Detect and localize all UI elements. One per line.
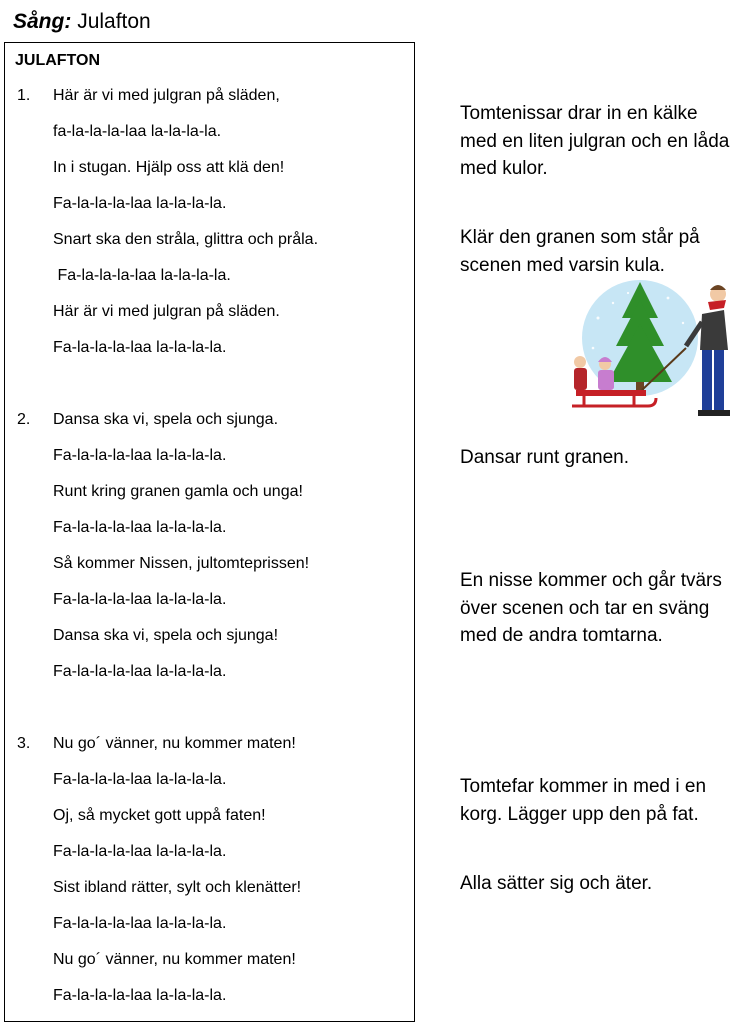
lyric-line: Dansa ska vi, spela och sjunga. (53, 411, 279, 428)
lyric-line: Sist ibland rätter, sylt och klenätter! (53, 879, 302, 896)
lyric-line: Fa-la-la-la-laa la-la-la-la. (53, 447, 227, 464)
lyric-line: Fa-la-la-la-laa la-la-la-la. (53, 915, 227, 932)
verse-number: 1. (17, 87, 31, 104)
stage-note: Tomtenissar drar in en kälke med en liten julgran och en låda med kulor. (460, 103, 730, 179)
lyric-line: Här är vi med julgran på släden, (53, 87, 280, 104)
verse-number: 3. (17, 735, 31, 752)
song-label: Sång: (13, 10, 72, 33)
stage-note: Klär den granen som står på scenen med varsin kula. (460, 227, 700, 276)
song-header (13, 9, 151, 35)
lyric-line: Fa-la-la-la-laa la-la-la-la. (53, 663, 227, 680)
verse-number: 2. (17, 411, 31, 428)
lyric-line: Här är vi med julgran på släden. (53, 303, 280, 320)
song-title: Julafton (77, 10, 151, 33)
lyric-line: Fa-la-la-la-laa la-la-la-la. (53, 339, 227, 356)
lyrics-title: JULAFTON (15, 52, 101, 69)
lyric-line: Fa-la-la-la-laa la-la-la-la. (53, 771, 227, 788)
lyric-line: Fa-la-la-la-laa la-la-la-la. (53, 987, 227, 1004)
lyric-line: fa-la-la-la-laa la-la-la-la. (53, 123, 222, 140)
lyric-line: Snart ska den stråla, glittra och pråla. (53, 231, 319, 248)
stage-note: Alla sätter sig och äter. (460, 873, 653, 894)
sled-icon (572, 390, 656, 406)
lyric-line: Nu go´ vänner, nu kommer maten! (53, 951, 296, 968)
lyric-line: Fa-la-la-la-laa la-la-la-la. (53, 519, 227, 536)
lyric-line: Runt kring granen gamla och unga! (53, 483, 303, 500)
lyric-line: Fa-la-la-la-laa la-la-la-la. (53, 267, 231, 284)
lyric-line: Fa-la-la-la-laa la-la-la-la. (53, 843, 227, 860)
stage-note: Dansar runt granen. (460, 447, 629, 468)
stage-note: En nisse kommer och går tvärs över scenen och tar en sväng med de andra tomtarna. (460, 570, 722, 646)
sled-christmas-tree-illustration (568, 278, 734, 426)
lyric-line: Dansa ska vi, spela och sjunga! (53, 627, 279, 644)
lyrics-box (4, 42, 415, 1022)
lyric-line: Nu go´ vänner, nu kommer maten! (53, 735, 296, 752)
lyric-line: In i stugan. Hjälp oss att klä den! (53, 159, 285, 176)
lyric-line: Fa-la-la-la-laa la-la-la-la. (53, 591, 227, 608)
lyric-line: Fa-la-la-la-laa la-la-la-la. (53, 195, 227, 212)
lyric-line: Så kommer Nissen, jultomteprissen! (53, 555, 310, 572)
lyric-line: Oj, så mycket gott uppå faten! (53, 807, 266, 824)
stage-note: Tomtefar kommer in med i en korg. Lägger upp den på fat. (460, 776, 707, 825)
